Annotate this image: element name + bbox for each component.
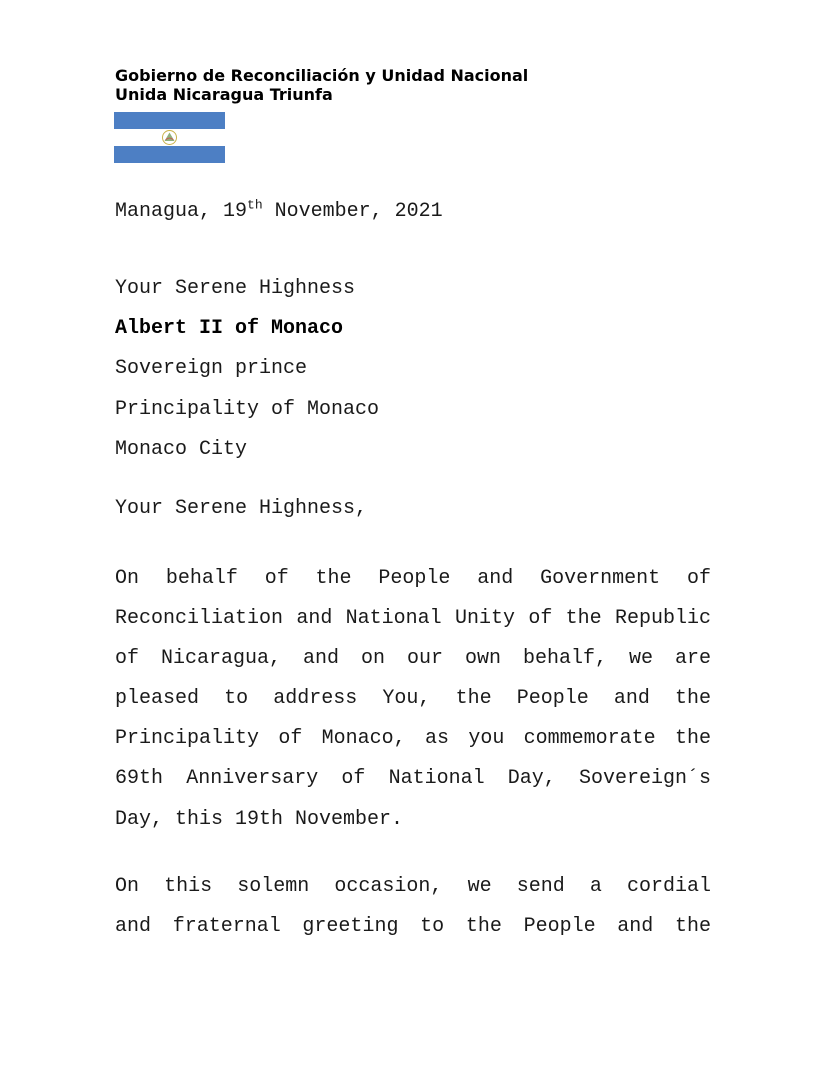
recipient-city: Monaco City [115, 437, 248, 461]
paragraph-line: 69th Anniversary of National Day, Sovereign´s [115, 767, 711, 791]
letter-date [115, 197, 443, 223]
recipient-title: Sovereign prince [115, 357, 308, 381]
date-ordinal: th [247, 197, 263, 213]
body-paragraph-2 [115, 867, 711, 947]
salutation: Your Serene Highness, [115, 497, 368, 520]
recipient-honorific: Your Serene Highness [115, 277, 356, 300]
letterhead-government: Gobierno de Reconciliación y Unidad Nacional [115, 66, 529, 85]
letterhead [115, 66, 528, 104]
body-paragraph-1 [115, 559, 711, 840]
recipient-address [115, 269, 379, 470]
paragraph-line: On this solemn occasion, we send a cordial [115, 875, 711, 898]
paragraph-line: On behalf of the People and Government of [115, 567, 711, 590]
paragraph-line: pleased to address You, the People and the [115, 687, 711, 711]
recipient-state: Principality of Monaco [115, 397, 380, 421]
paragraph-line: Day, this 19th November. [115, 807, 404, 831]
paragraph-line: Reconciliation and National Unity of the Republic [115, 607, 711, 631]
paragraph-line: and fraternal greeting to the People and the [115, 915, 711, 939]
paragraph-line: of Nicaragua, and on our own behalf, we are [115, 647, 711, 671]
letterhead-slogan: Unida Nicaragua Triunfa [115, 85, 333, 104]
date-prefix: Managua, 19 [115, 200, 248, 223]
nicaragua-flag-icon [114, 112, 225, 163]
paragraph-line: Principality of Monaco, as you commemorate the [115, 727, 711, 751]
date-suffix: November, 2021 [262, 200, 443, 223]
recipient-name: Albert II of Monaco [115, 317, 344, 341]
